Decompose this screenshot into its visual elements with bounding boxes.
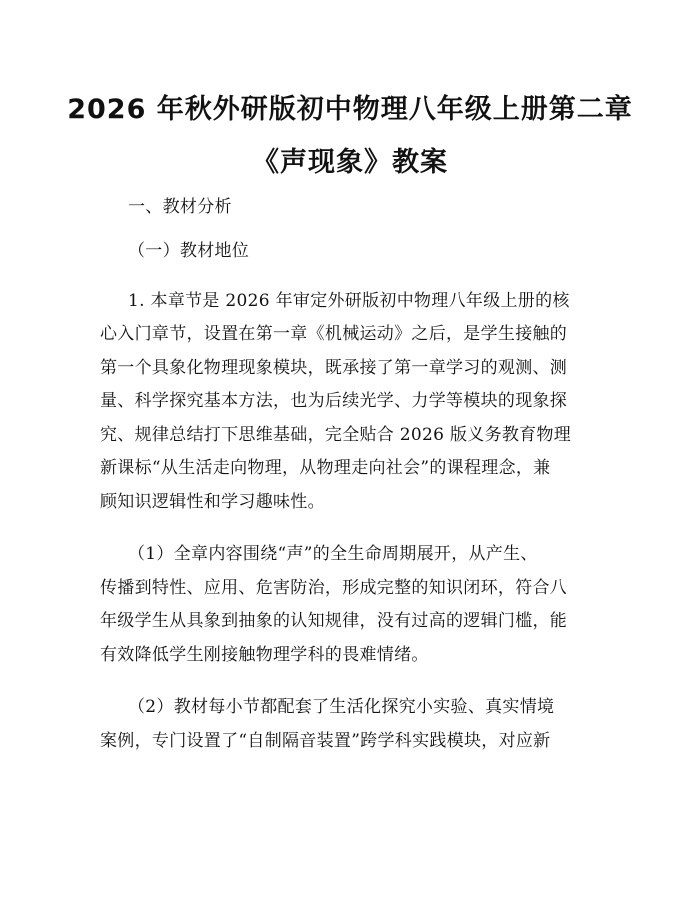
paragraph-line: 传播到特性、应用、危害防治，形成完整的知识闭环，符合八 — [100, 578, 568, 598]
paragraph-line: 1. 本章节是 2026 年审定外研版初中物理八年级上册的核 — [128, 291, 570, 311]
subsection-heading: （一）教材地位 — [128, 241, 250, 261]
document-title-line-2: 《声现象》教案 — [252, 147, 448, 178]
paragraph-line: 究、规律总结打下思维基础，完全贴合 2026 版义务教育物理 — [100, 425, 572, 445]
paragraph-line: （2）教材每小节都配套了生活化探究小实验、真实情境 — [128, 697, 555, 717]
paragraph-line: 心入门章节，设置在第一章《机械运动》之后，是学生接触的 — [100, 324, 568, 344]
paragraph-line: 年级学生从具象到抽象的认知规律，没有过高的逻辑门槛，能 — [100, 611, 568, 631]
paragraph-line: 有效降低学生刚接触物理学科的畏难情绪。 — [100, 645, 429, 665]
section-heading: 一、教材分析 — [128, 197, 232, 217]
document-title-line-1: 2026 年秋外研版初中物理八年级上册第二章 — [67, 94, 633, 125]
paragraph-line: 量、科学探究基本方法，也为后续光学、力学等模块的现象探 — [100, 391, 568, 411]
paragraph-line: （1）全章内容围绕“声”的全生命周期展开，从产生、 — [128, 544, 538, 564]
paragraph-line: 第一个具象化物理现象模块，既承接了第一章学习的观测、测 — [100, 358, 568, 378]
paragraph-line: 案例，专门设置了“自制隔音装置”跨学科实践模块，对应新 — [100, 731, 551, 751]
paragraph-line: 新课标“从生活走向物理，从物理走向社会”的课程理念，兼 — [100, 458, 551, 478]
paragraph-line: 顾知识逻辑性和学习趣味性。 — [100, 492, 325, 512]
